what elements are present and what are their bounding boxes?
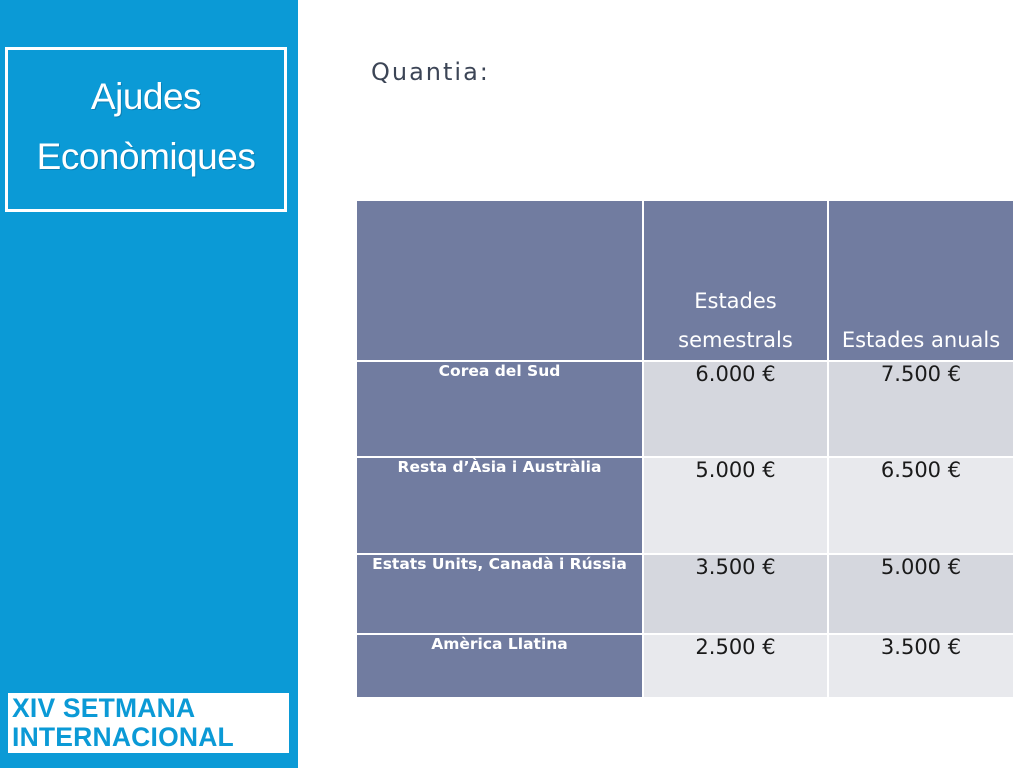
table-cell-semestral: 3.500 € (643, 554, 828, 634)
title-box (5, 47, 287, 212)
event-logo (8, 693, 289, 753)
sidebar (0, 0, 298, 768)
title-line-2: Econòmiques (36, 136, 256, 177)
table-cell-semestral: 2.500 € (643, 634, 828, 698)
page-heading: Quantia: (371, 58, 490, 86)
table-row (356, 634, 1014, 698)
table-row (356, 554, 1014, 634)
event-logo-line-2: INTERNACIONAL (12, 722, 234, 752)
table-row-region: Corea del Sud (356, 361, 643, 457)
title-line-1: Ajudes (90, 76, 202, 117)
table-cell-anual: 6.500 € (828, 457, 1014, 554)
table-cell-semestral: 5.000 € (643, 457, 828, 554)
event-logo-line-1: XIV SETMANA (12, 693, 196, 723)
table-cell-semestral: 6.000 € (643, 361, 828, 457)
table-row-region: Amèrica Llatina (356, 634, 643, 698)
table-row (356, 361, 1014, 457)
table-header-semestral: Estades semestrals (643, 200, 828, 361)
table-cell-anual: 7.500 € (828, 361, 1014, 457)
amounts-table (355, 199, 1015, 699)
table-header-anual: Estades anuals (828, 200, 1014, 361)
table-row-region: Estats Units, Canadà i Rússia (356, 554, 643, 634)
table-row-region: Resta d’Àsia i Austràlia (356, 457, 643, 554)
table-cell-anual: 3.500 € (828, 634, 1014, 698)
table-row (356, 457, 1014, 554)
table-cell-anual: 5.000 € (828, 554, 1014, 634)
table-header-row (356, 200, 1014, 361)
table-header-empty (356, 200, 643, 361)
